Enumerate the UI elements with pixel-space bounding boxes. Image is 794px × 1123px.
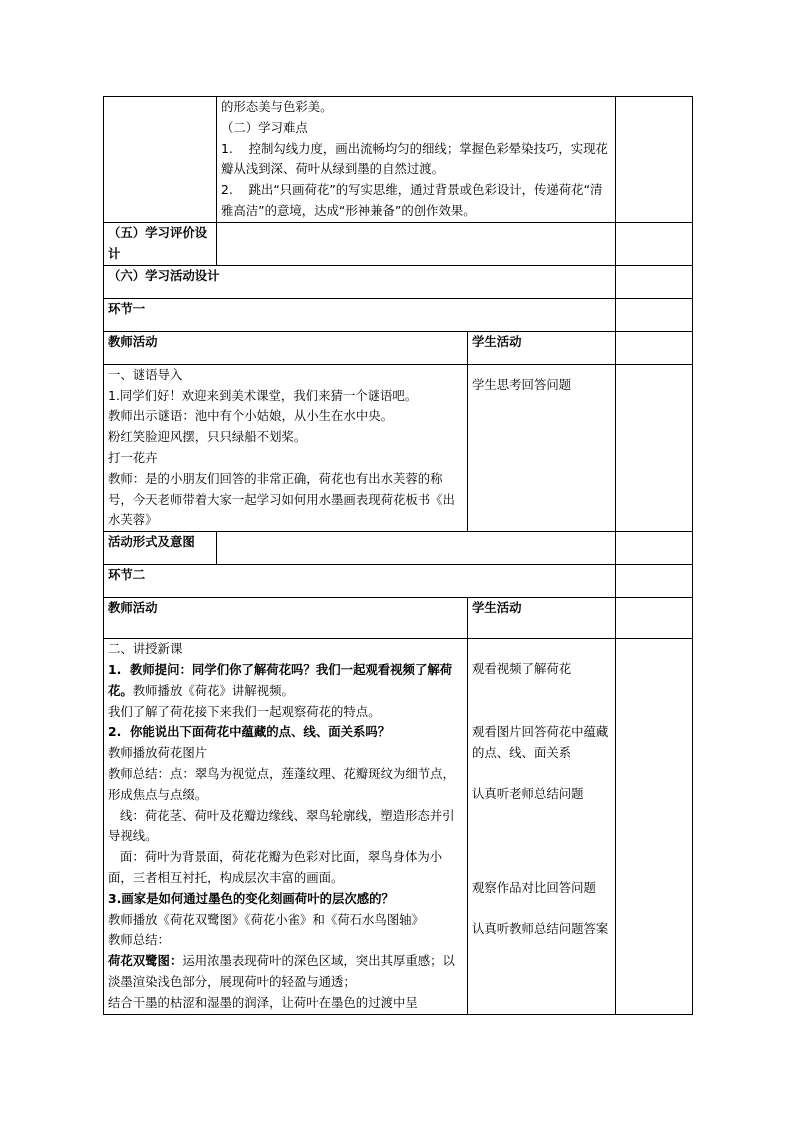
teacher-line: 线：荷花茎、荷叶及花瓣边缘线、翠鸟轮廓线，塑造形态并引导视线。 — [108, 807, 455, 844]
section2-header-row — [104, 598, 693, 639]
evaluation-label: （五）学习评价设计 — [104, 222, 217, 265]
teacher-line: 教师出示谜语：池中有个小姑娘，从小生在水中央。 — [108, 408, 393, 424]
section1-header-row — [104, 331, 693, 364]
section2-title-row — [104, 565, 693, 598]
section2-content-row — [104, 639, 693, 1014]
empty-cell — [616, 598, 693, 639]
empty-cell — [616, 331, 693, 364]
section2-title: 环节二 — [104, 565, 616, 598]
teacher-line: 我们了解了荷花接下来我们一起观察荷花的特点。 — [108, 703, 381, 719]
teacher-line — [108, 951, 463, 993]
difficulty-content-cell — [217, 97, 616, 223]
section1-form-row — [104, 532, 693, 565]
teacher-line: 教师总结：点：翠鸟为视觉点，莲蓬纹理、花瓣斑纹为细节点，形成焦点与点缀。 — [108, 765, 455, 802]
empty-cell — [616, 97, 693, 223]
teacher-question-3: 3.画家是如何通过墨色的变化刻画荷叶的层次感的？ — [108, 890, 394, 906]
student-text: 认真听老师总结问题 — [472, 785, 584, 801]
teacher-line: 教师播放《荷花双鹭图》《荷花小雀》和《荷石水鸟图轴》 — [108, 911, 424, 927]
section1-student-header: 学生活动 — [468, 331, 616, 364]
teacher-line: 面：荷叶为背景面，荷花花瓣为色彩对比面，翠鸟身体为小面，三者相互衬托，构成层次丰富的画面。 — [108, 849, 443, 885]
teacher-question-1: 1. 教师提问：同学们你了解荷花吗？我们一起观看视频了解荷花。 — [108, 661, 453, 698]
section1-content-row — [104, 364, 693, 531]
difficulty-item-2: 2. 跳出“只画荷花”的写实思维，通过背景或色彩设计，传递荷花“清雅高洁”的意境，达成“形神兼备”的创作效果。 — [221, 182, 603, 218]
section1-title-row — [104, 298, 693, 331]
section2-teacher-cell — [104, 639, 468, 1014]
teacher-line — [108, 660, 463, 702]
evaluation-content-cell — [217, 222, 616, 265]
teacher-line: 一、谜语导入 — [108, 366, 183, 382]
difficulty-item-1: 1. 控制勾线力度，画出流畅均匀的细线；掌握色彩晕染技巧，实现花瓣从浅到深、荷叶从绿到墨的自然过渡。 — [221, 140, 608, 177]
empty-cell — [616, 532, 693, 565]
difficulty-label-cell — [104, 97, 217, 223]
section1-title: 环节一 — [104, 298, 616, 331]
empty-cell — [616, 639, 693, 1014]
empty-cell — [616, 222, 693, 265]
teacher-line: 二、讲授新课 — [108, 641, 183, 657]
activity-design-row — [104, 265, 693, 298]
section2-student-cell — [468, 639, 616, 1014]
student-text: 认真听教师总结问题答案 — [472, 921, 609, 937]
teacher-line: 教师总结： — [108, 932, 170, 948]
teacher-line: 教师播放《荷花》讲解视频。 — [132, 682, 294, 698]
section1-form-label: 活动形式及意图 — [104, 532, 217, 565]
student-text: 观察作品对比回答问题 — [472, 880, 596, 896]
section1-student-cell — [468, 364, 616, 531]
section1-teacher-header: 教师活动 — [104, 331, 468, 364]
student-text: 观看视频了解荷花 — [472, 661, 572, 677]
difficulty-line: 的形态美与色彩美。 — [221, 99, 333, 114]
section2-student-header: 学生活动 — [468, 598, 616, 639]
teacher-line: 粉红笑脸迎风摆，只只绿船不划桨。 — [108, 429, 307, 445]
lesson-plan-table — [103, 96, 693, 1015]
difficulty-heading: （二）学习难点 — [221, 119, 308, 135]
student-text: 观看图片回答荷花中蕴藏的点、线、面关系 — [472, 723, 609, 760]
evaluation-row — [104, 222, 693, 265]
empty-cell — [616, 364, 693, 531]
student-text: 学生思考回答问题 — [472, 376, 572, 392]
teacher-line: 运用浓墨表现荷叶的深色区域，突出其厚重感；以淡墨渲染浅色部分，展现荷叶的轻盈与通透； — [108, 953, 455, 989]
section1-form-content — [217, 532, 616, 565]
teacher-line: 1.同学们好！欢迎来到美术课堂，我们来猜一个谜语吧。 — [108, 387, 418, 403]
teacher-line: 结合干墨的枯涩和湿墨的润泽，让荷叶在墨色的过渡中呈 — [108, 994, 418, 1010]
teacher-question-2: 2. 你能说出下面荷花中蕴藏的点、线、面关系吗？ — [108, 724, 391, 740]
empty-cell — [616, 565, 693, 598]
painting-name: 荷花双鹭图： — [108, 953, 183, 969]
teacher-line: 教师播放荷花图片 — [108, 745, 208, 761]
difficulty-row — [104, 97, 693, 223]
section1-teacher-cell — [104, 364, 468, 531]
section2-teacher-header: 教师活动 — [104, 598, 468, 639]
teacher-line: 教师：是的小朋友们回答的非常正确，荷花也有出水芙蓉的称号，今天老师带着大家一起学习如何用水墨画表现荷花板书《出水芙蓉》 — [108, 470, 455, 528]
activity-design-label: （六）学习活动设计 — [104, 265, 616, 298]
teacher-line: 打一花卉 — [108, 449, 158, 465]
empty-cell — [616, 265, 693, 298]
empty-cell — [616, 298, 693, 331]
